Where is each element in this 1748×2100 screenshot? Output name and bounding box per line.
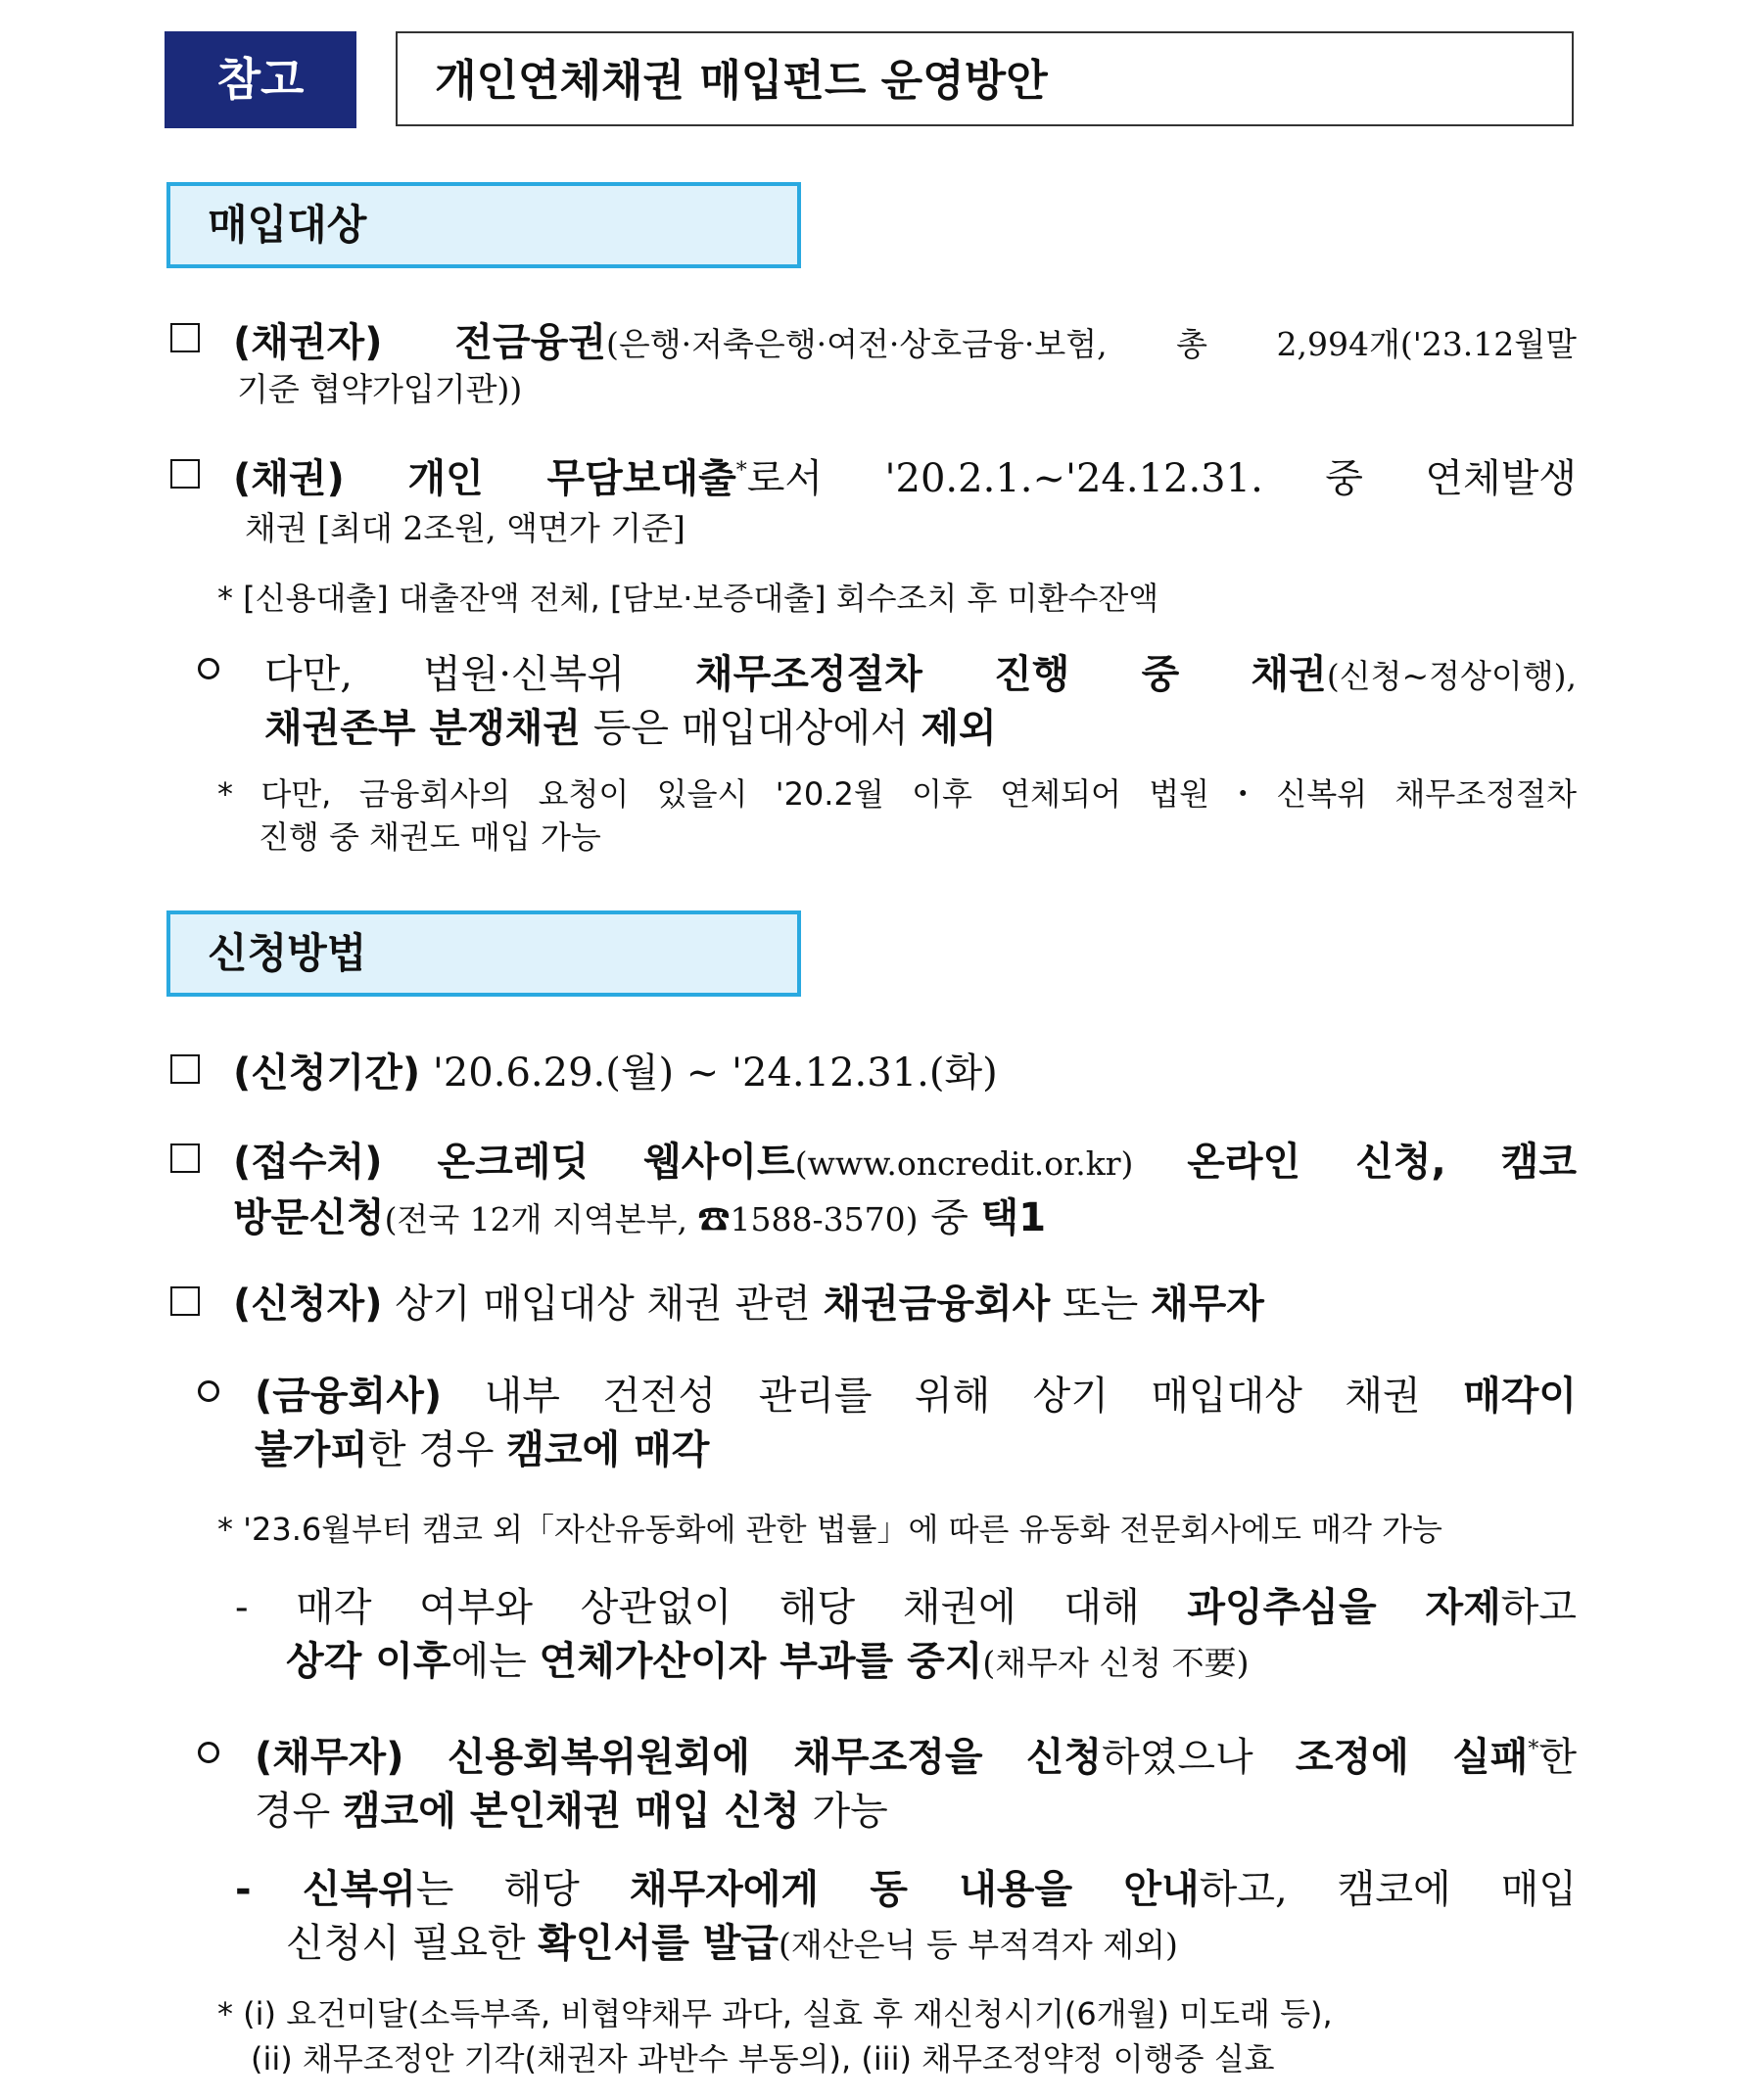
channel-label: (접수처) 온크레딧 웹사이트 (233, 1140, 795, 1185)
checkbox-bullet-icon (170, 1143, 200, 1173)
bond-label: (채권) 개인 무담보대출 (233, 456, 736, 501)
circle-bullet-icon (198, 1742, 219, 1763)
bond-period: 로서 '20.2.1.~'24.12.31. 중 연체발생 (746, 456, 1577, 501)
creditor-detail: (은행·저축은행·여전·상호금융·보험, 총 2,994개('23.12월말 (605, 325, 1578, 363)
section-header-purchase-target: 매입대상 (166, 182, 801, 268)
exclusion-bold-1: 채무조정절차 진행 중 채권 (695, 652, 1327, 697)
exclusion-bold-2: 채권존부 분쟁채권 (264, 706, 582, 751)
visit-detail: (전국 12개 지역본부, ☎1588-3570) (384, 1200, 919, 1238)
period-label: (신청기간) (233, 1050, 421, 1096)
footnote-mark: * (735, 458, 747, 484)
footnote-loan-balance: * [신용대출] 대출잔액 전체, [담보·보증대출] 회수조치 후 미환수잔액 (217, 580, 1159, 617)
applicant-label: (신청자) (233, 1282, 383, 1327)
bond-limit: 채권 [최대 2조원, 액면가 기준] (245, 509, 685, 547)
section-header-application-method: 신청방법 (166, 910, 801, 997)
circle-bullet-icon (198, 658, 219, 679)
among: 중 (930, 1195, 968, 1240)
online-apply: 온라인 신청, 캠코 (1187, 1140, 1577, 1185)
period-value: '20.6.29.(월) ~ '24.12.31.(화) (432, 1050, 998, 1096)
checkbox-bullet-icon (170, 323, 200, 352)
page-title: 개인연체채권 매입펀드 운영방안 (396, 31, 1574, 126)
website-url: (www.oncredit.or.kr) (794, 1144, 1134, 1183)
reference-badge: 참고 (165, 31, 356, 128)
visit-apply: 방문신청 (233, 1195, 385, 1240)
checkbox-bullet-icon (170, 459, 200, 489)
choose-one: 택1 (980, 1195, 1047, 1240)
checkbox-bullet-icon (170, 1054, 200, 1084)
checkbox-bullet-icon (170, 1286, 200, 1316)
creditor-detail-cont: 기준 협약가입기관)) (237, 370, 523, 408)
title-bar (165, 31, 1577, 129)
exclusion-text: 등은 매입대상에서 (592, 706, 909, 751)
footnote-securitization: * '23.6월부터 캠코 외「자산유동화에 관한 법률」에 따른 유동화 전문회사에도 매각 가능 (217, 1511, 1442, 1548)
exclusion-intro: 다만, 법원·신복위 (264, 652, 625, 697)
exclusion-paren: (신청~정상이행), (1326, 657, 1577, 695)
circle-bullet-icon (198, 1380, 219, 1402)
exclusion-bold-3: 제외 (921, 706, 997, 751)
creditor-label: (채권자) 전금융권 (233, 320, 606, 365)
